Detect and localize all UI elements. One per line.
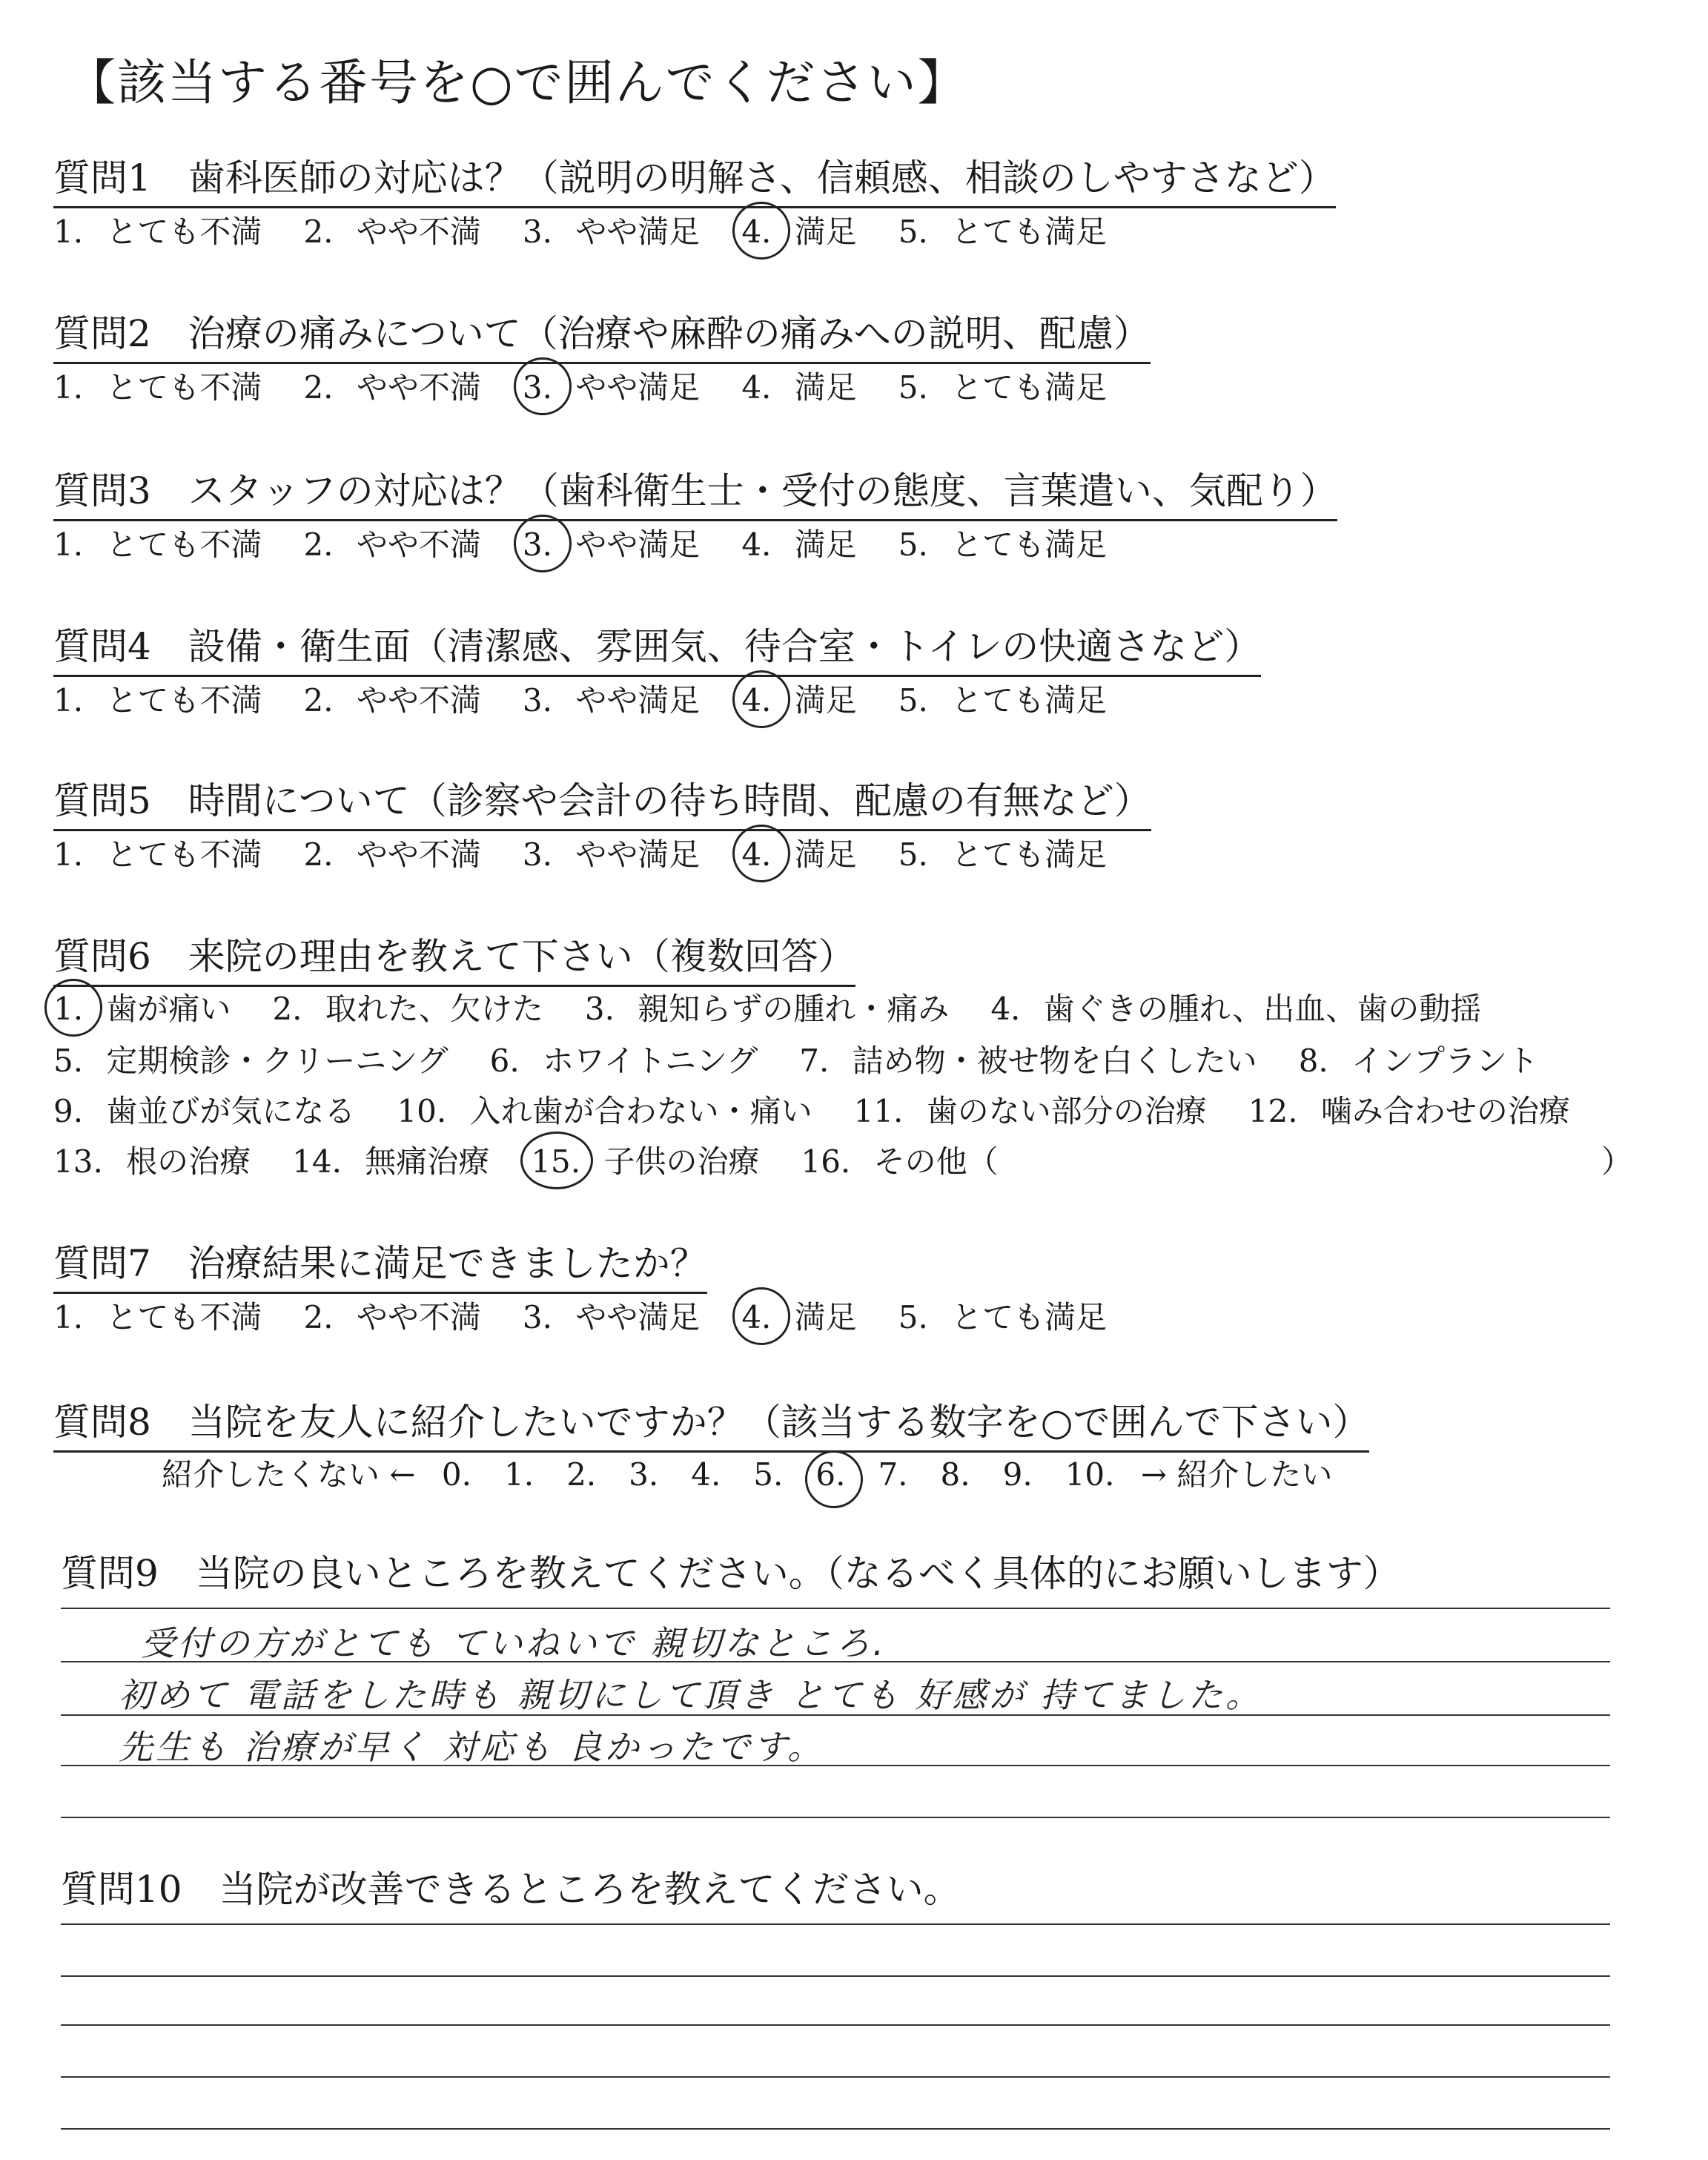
q2-option-4[interactable]: 4. 満足 <box>741 369 857 406</box>
q6-option-13[interactable]: 13. 根の治療 <box>53 1143 251 1180</box>
q4-option-2[interactable]: 2. やや不満 <box>303 682 481 719</box>
q8-left-label: 紹介したくない ← <box>162 1456 416 1493</box>
q9-answer-line-1[interactable]: 受付の方がとても ていねいで 親切なところ. <box>141 1623 887 1663</box>
q9-answer-line-2[interactable]: 初めて 電話をした時も 親切にして頂き とても 好感が 持てました。 <box>119 1675 1263 1715</box>
q3-option-1[interactable]: 1. とても不満 <box>53 526 262 563</box>
q6-option-15[interactable]: 15. 子供の治療 <box>531 1137 759 1182</box>
q6-option-2[interactable]: 2. 取れた、欠けた <box>272 991 543 1027</box>
question-2-options <box>53 363 1148 408</box>
question-1-heading: 質問1 歯科医師の対応は？（説明の明解さ、信頼感、相談のしやすさなど） <box>53 148 1336 208</box>
question-6-row-4 <box>53 1137 1040 1182</box>
question-10-heading: 質問10 当院が改善できるところを教えてください。 <box>61 1868 961 1911</box>
q8-value-0[interactable]: 0. <box>441 1456 471 1493</box>
q2-option-5[interactable]: 5. とても満足 <box>898 369 1108 406</box>
form-title: 【該当する番号を○で囲んでください】 <box>67 54 968 111</box>
q6-option-4[interactable]: 4. 歯ぐきの腫れ、出血、歯の動揺 <box>990 991 1482 1027</box>
answer-rule <box>61 2128 1610 2130</box>
question-6-heading: 質問6 来院の理由を教えて下さい（複数回答） <box>53 927 855 987</box>
q8-value-5[interactable]: 5. <box>753 1456 784 1493</box>
question-2-heading: 質問2 治療の痛みについて（治療や麻酔の痛みへの説明、配慮） <box>53 304 1151 364</box>
q7-option-3[interactable]: 3. やや満足 <box>522 1299 701 1335</box>
q7-option-1[interactable]: 1. とても不満 <box>53 1299 262 1335</box>
q8-value-4[interactable]: 4. <box>691 1456 721 1493</box>
question-7-options <box>53 1293 1148 1338</box>
answer-rule <box>61 2076 1610 2078</box>
q1-option-3[interactable]: 3. やや満足 <box>522 214 701 250</box>
q9-answer-line-3[interactable]: 先生も 治療が早く 対応も 良かったです。 <box>119 1727 825 1767</box>
q6-option-11[interactable]: 11. 歯のない部分の治療 <box>853 1093 1207 1129</box>
q8-value-3[interactable]: 3. <box>629 1456 659 1493</box>
q2-option-1[interactable]: 1. とても不満 <box>53 369 262 406</box>
q1-option-1[interactable]: 1. とても不満 <box>53 214 262 250</box>
q7-option-4[interactable]: 4. 満足 <box>741 1293 856 1338</box>
question-8-scale <box>162 1450 1332 1495</box>
question-4-options <box>53 676 1148 721</box>
q8-value-1[interactable]: 1. <box>503 1456 534 1493</box>
q6-option-3[interactable]: 3. 親知らずの腫れ・痛み <box>584 991 950 1027</box>
answer-rule <box>61 1923 1610 1925</box>
q6-option-14[interactable]: 14. 無痛治療 <box>292 1143 490 1180</box>
question-6-row-3 <box>53 1087 1612 1132</box>
q7-option-5[interactable]: 5. とても満足 <box>898 1299 1108 1335</box>
q8-value-8[interactable]: 8. <box>940 1456 970 1493</box>
q8-value-9[interactable]: 9. <box>1002 1456 1033 1493</box>
answer-rule <box>61 1975 1610 1977</box>
q4-option-3[interactable]: 3. やや満足 <box>522 682 701 719</box>
q6-option-6[interactable]: 6. ホワイトニング <box>489 1043 758 1079</box>
q7-option-2[interactable]: 2. やや不満 <box>303 1299 481 1335</box>
q8-value-7[interactable]: 7. <box>878 1456 908 1493</box>
q2-option-3[interactable]: 3. やや満足 <box>523 363 700 408</box>
answer-rule <box>61 1817 1610 1818</box>
question-4-heading: 質問4 設備・衛生面（清潔感、雰囲気、待合室・トイレの快適さなど） <box>53 617 1261 677</box>
q6-option-7[interactable]: 7. 詰め物・被せ物を白くしたい <box>799 1043 1257 1079</box>
q5-option-3[interactable]: 3. やや満足 <box>522 836 701 873</box>
q5-option-1[interactable]: 1. とても不満 <box>53 836 262 873</box>
q8-value-6[interactable]: 6. <box>815 1456 846 1493</box>
q2-option-2[interactable]: 2. やや不満 <box>303 369 481 406</box>
q6-option-5[interactable]: 5. 定期検診・クリーニング <box>53 1043 448 1079</box>
q8-value-10[interactable]: 10. <box>1065 1456 1115 1493</box>
q6-option-10[interactable]: 10. 入れ歯が合わない・痛い <box>397 1093 812 1129</box>
q4-option-1[interactable]: 1. とても不満 <box>53 682 262 719</box>
q8-right-label: → 紹介したい <box>1140 1456 1333 1493</box>
question-7-heading: 質問7 治療結果に満足できましたか？ <box>53 1234 707 1294</box>
answer-rule <box>61 1608 1610 1609</box>
question-8-heading: 質問8 当院を友人に紹介したいですか？（該当する数字を○で囲んで下さい） <box>53 1393 1369 1453</box>
q3-option-3[interactable]: 3. やや満足 <box>523 521 700 565</box>
question-3-options <box>53 521 1148 565</box>
question-5-options <box>53 830 1148 875</box>
q4-option-4[interactable]: 4. 満足 <box>741 676 856 721</box>
question-6-row-1 <box>53 985 1523 1029</box>
question-9-heading: 質問9 当院の良いところを教えてください。（なるべく具体的にお願いします） <box>61 1552 1400 1595</box>
q3-option-4[interactable]: 4. 満足 <box>741 526 857 563</box>
q6-other-close-paren: ） <box>1601 1143 1633 1180</box>
q6-option-9[interactable]: 9. 歯並びが気になる <box>53 1093 356 1129</box>
q6-option-8[interactable]: 8. インプラント <box>1298 1043 1539 1079</box>
q6-option-16[interactable]: 16. その他（ <box>801 1143 999 1180</box>
q1-option-5[interactable]: 5. とても満足 <box>898 214 1108 250</box>
q4-option-5[interactable]: 5. とても満足 <box>898 682 1108 719</box>
question-5-heading: 質問5 時間について（診察や会計の待ち時間、配慮の有無など） <box>53 771 1151 831</box>
question-6-row-2 <box>53 1037 1580 1081</box>
q6-option-12[interactable]: 12. 噛み合わせの治療 <box>1248 1093 1570 1129</box>
q5-option-4[interactable]: 4. 満足 <box>741 830 856 875</box>
q3-option-5[interactable]: 5. とても満足 <box>898 526 1108 563</box>
question-3-heading: 質問3 スタッフの対応は？（歯科衛生士・受付の態度、言葉遣い、気配り） <box>53 461 1337 521</box>
q6-option-1[interactable]: 1. 歯が痛い <box>53 985 231 1029</box>
q5-option-2[interactable]: 2. やや不満 <box>303 836 481 873</box>
question-1-options <box>53 208 1148 252</box>
q5-option-5[interactable]: 5. とても満足 <box>898 836 1108 873</box>
answer-rule <box>61 2024 1610 2026</box>
q3-option-2[interactable]: 2. やや不満 <box>303 526 481 563</box>
q1-option-4[interactable]: 4. 満足 <box>741 208 856 252</box>
q8-value-2[interactable]: 2. <box>566 1456 597 1493</box>
q1-option-2[interactable]: 2. やや不満 <box>303 214 481 250</box>
